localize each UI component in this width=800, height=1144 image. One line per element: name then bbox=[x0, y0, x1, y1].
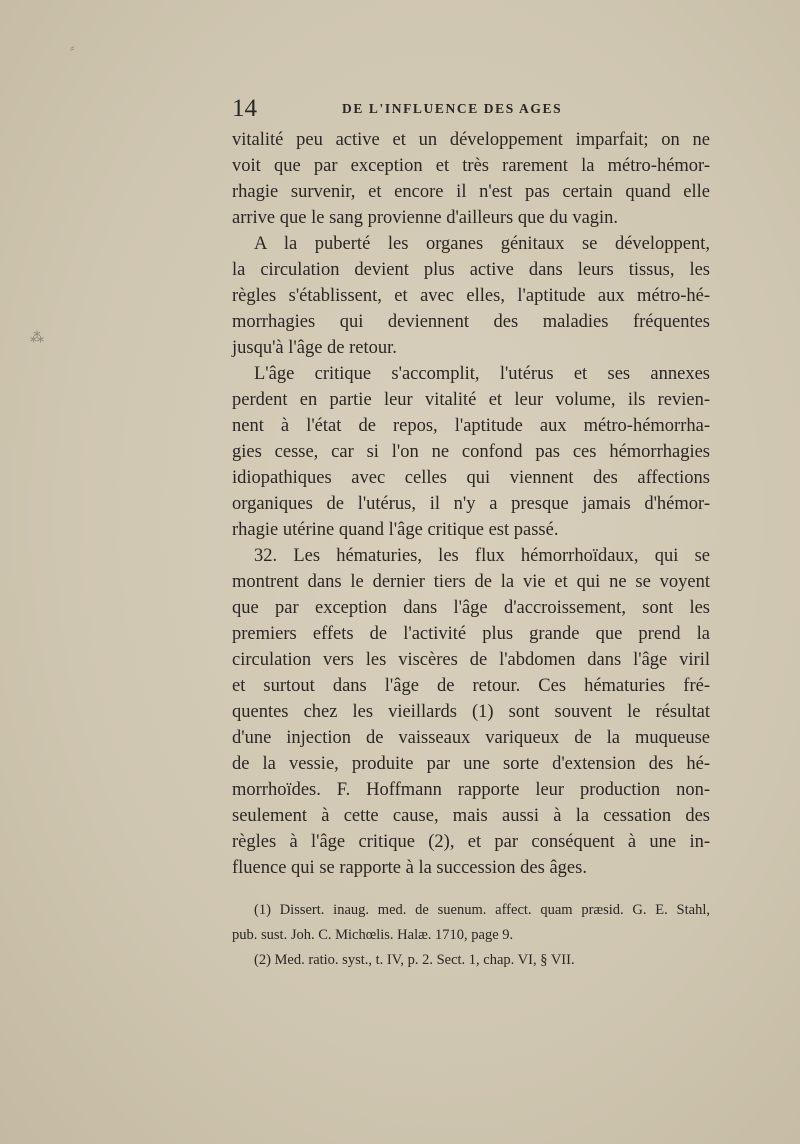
text-line: rhagie utérine quand l'âge critique est passé. bbox=[232, 520, 559, 540]
text-line: rhagie survenir, et encore il n'est pas certain quand elle bbox=[232, 182, 710, 202]
text-line: A la puberté les organes génitaux se développent, bbox=[254, 234, 710, 254]
text-line: perdent en partie leur vitalité et leur volume, ils revien- bbox=[232, 390, 710, 410]
running-head: DE L'INFLUENCE DES AGES bbox=[342, 101, 563, 116]
text-line: nent à l'état de repos, l'aptitude aux métro-hémorrha- bbox=[232, 416, 710, 436]
body-text bbox=[232, 127, 710, 881]
text-line: de la vessie, produite par une sorte d'extension des hé- bbox=[232, 754, 710, 774]
text-line: vitalité peu active et un développement imparfait; on ne bbox=[232, 130, 710, 150]
text-line: seulement à cette cause, mais aussi à la cessation des bbox=[232, 806, 710, 826]
text-line: premiers effets de l'activité plus grande que prend la bbox=[232, 624, 710, 644]
text-line: d'une injection de vaisseaux variqueux de la muqueuse bbox=[232, 728, 710, 748]
page-number: 14 bbox=[232, 95, 257, 122]
text-line: quentes chez les vieillards (1) sont souvent le résultat bbox=[232, 702, 710, 722]
text-line: gies cesse, car si l'on ne confond pas ces hémorrhagies bbox=[232, 442, 710, 462]
text-line: circulation vers les viscères de l'abdomen dans l'âge viril bbox=[232, 650, 710, 670]
text-line: idiopathiques avec celles qui viennent des affections bbox=[232, 468, 710, 488]
text-line: montrent dans le dernier tiers de la vie et qui ne se voyent bbox=[232, 572, 710, 592]
text-line: jusqu'à l'âge de retour. bbox=[232, 338, 397, 358]
text-line: règles à l'âge critique (2), et par conséquent à une in- bbox=[232, 832, 710, 852]
text-line: et surtout dans l'âge de retour. Ces hématuries fré- bbox=[232, 676, 710, 696]
margin-speck: ⁂ bbox=[30, 330, 44, 346]
text-line: arrive que le sang provienne d'ailleurs que du vagin. bbox=[232, 208, 619, 228]
text-line: la circulation devient plus active dans leurs tissus, les bbox=[232, 260, 710, 280]
text-line: que par exception dans l'âge d'accroissement, sont les bbox=[232, 598, 710, 618]
text-line: fluence qui se rapporte à la succession des âges. bbox=[232, 858, 587, 878]
text-line: organiques de l'utérus, il n'y a presque jamais d'hémor- bbox=[232, 494, 710, 514]
margin-speck: ⸗ bbox=[70, 40, 75, 56]
page-header bbox=[232, 94, 710, 124]
text-line: L'âge critique s'accomplit, l'utérus et ses annexes bbox=[254, 364, 710, 384]
text-line: morrhoïdes. F. Hoffmann rapporte leur production non- bbox=[232, 780, 710, 800]
text-line: 32. Les hématuries, les flux hémorrhoïdaux, qui se bbox=[254, 546, 710, 566]
footnote-1: (1) Dissert. inaug. med. de suenum. affect. quam præsid. G. E. Stahl, bbox=[254, 902, 710, 918]
footnote-2: (2) Med. ratio. syst., t. IV, p. 2. Sect. 1, chap. VI, § VII. bbox=[254, 952, 575, 968]
text-line: voit que par exception et très rarement la métro-hémor- bbox=[232, 156, 710, 176]
text-line: morrhagies qui deviennent des maladies fréquentes bbox=[232, 312, 710, 332]
footnotes bbox=[232, 898, 710, 973]
text-line: règles s'établissent, et avec elles, l'aptitude aux métro-hé- bbox=[232, 286, 710, 306]
footnote-1-continued: pub. sust. Joh. C. Michœlis. Halæ. 1710, page 9. bbox=[232, 927, 514, 943]
